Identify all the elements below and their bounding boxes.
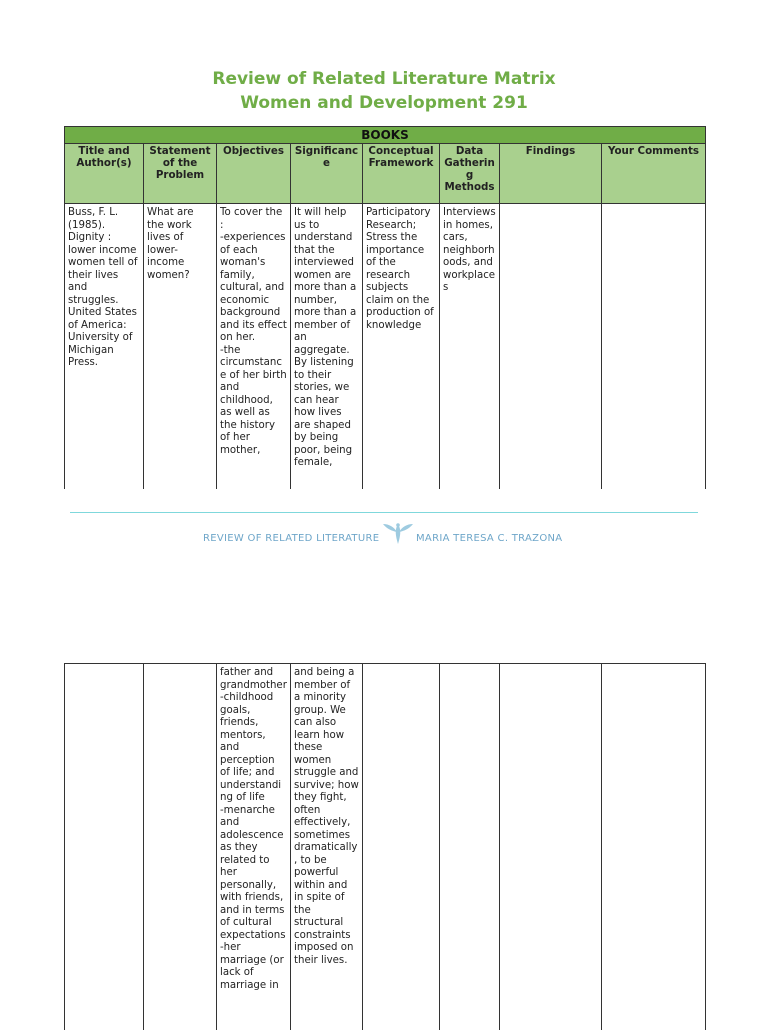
column-header-framework: Conceptual Framework: [363, 144, 440, 204]
cell-objectives: To cover the : -experiences of each woman's family, cultural, and economic background and its effect on her. -the circumstance of her birth and childhood, as well as the history of her mother,: [217, 204, 291, 490]
cell-methods: Interviews in homes, cars, neighborhoods, and workplaces: [440, 204, 500, 490]
column-header-title: Title and Author(s): [65, 144, 144, 204]
footer-divider: [70, 512, 698, 513]
books-section-header: BOOKS: [65, 127, 706, 144]
column-header-methods: Data Gathering Methods: [440, 144, 500, 204]
table-row: [65, 664, 706, 1030]
cell-statement: [144, 664, 217, 1030]
cell-statement: What are the work lives of lower-income women?: [144, 204, 217, 490]
cell-methods: [440, 664, 500, 1030]
column-header-significance: Significance: [291, 144, 363, 204]
cell-objectives: father and grandmother -childhood goals, friends, mentors, and perception of life; and understanding of life -menarche and adolescence as they related to her personally, with friends, and in terms of cultural expectations -her marriage (or lack of marriage in: [217, 664, 291, 1030]
cell-significance: It will help us to understand that the interviewed women are more than a number, more than a member of an aggregate. By listening to their stories, we can hear how lives are shaped by being poor, being female,: [291, 204, 363, 490]
column-header-objectives: Objectives: [217, 144, 291, 204]
cell-comments: [602, 204, 706, 490]
table-row: [65, 204, 706, 490]
fleuron-icon: [381, 520, 415, 549]
column-header-statement: Statement of the Problem: [144, 144, 217, 204]
footer-left-text: REVIEW OF RELATED LITERATURE: [203, 533, 379, 544]
footer-right-text: MARIA TERESA C. TRAZONA: [416, 533, 562, 544]
cell-title-author: Buss, F. L. (1985). Dignity : lower income women tell of their lives and struggles. United States of America: University of Michigan Press.: [65, 204, 144, 490]
column-header-comments: Your Comments: [602, 144, 706, 204]
cell-title-author: [65, 664, 144, 1030]
cell-findings: [500, 664, 602, 1030]
cell-comments: [602, 664, 706, 1030]
document-title: Review of Related Literature Matrix: [0, 69, 768, 89]
column-header-findings: Findings: [500, 144, 602, 204]
cell-significance: and being a member of a minority group. We can also learn how these women struggle and survive; how they fight, often effectively, sometimes dramatically, to be powerful within and in spite of the structural constraints imposed on their lives.: [291, 664, 363, 1030]
cell-framework: Participatory Research; Stress the importance of the research subjects claim on the production of knowledge: [363, 204, 440, 490]
cell-findings: [500, 204, 602, 490]
cell-framework: [363, 664, 440, 1030]
literature-matrix-table-continued: [64, 663, 706, 1030]
document-subtitle: Women and Development 291: [0, 93, 768, 113]
literature-matrix-table: [64, 126, 706, 489]
